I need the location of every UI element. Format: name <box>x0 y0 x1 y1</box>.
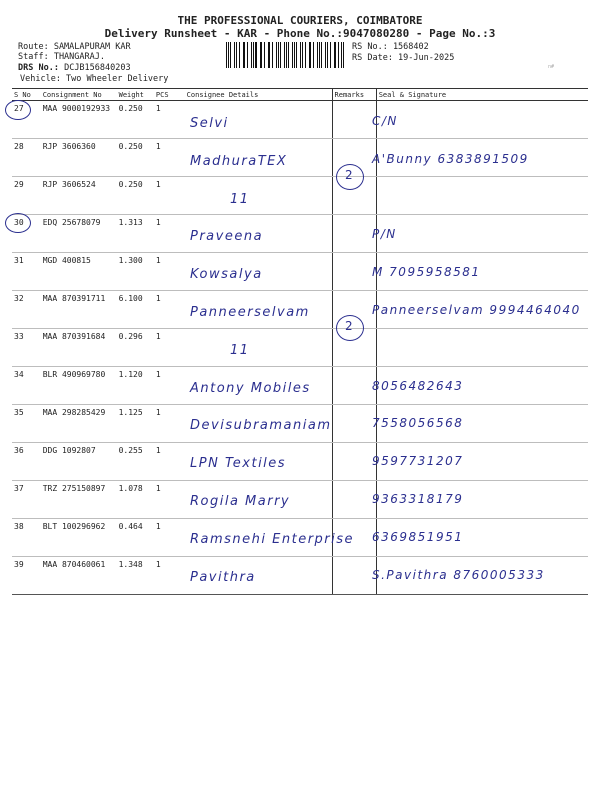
rs-number: RS No.: 1568402 <box>352 42 429 52</box>
remarks-mark-number: 2 <box>345 319 353 333</box>
row-weight: 6.100 <box>117 291 154 329</box>
barcode-bar <box>247 42 248 68</box>
barcode-bar <box>343 42 344 68</box>
barcode-bar <box>313 42 314 68</box>
row-sno: 36 <box>12 443 41 481</box>
barcode-bar <box>335 42 336 68</box>
barcode-bar <box>310 42 311 68</box>
route-info: Route: SAMALAPURAM KAR <box>18 42 131 52</box>
row-consignment-no: MAA 298285429 <box>41 405 117 443</box>
col-weight: Weight <box>117 89 154 101</box>
handwritten-consignee: Praveena <box>190 229 264 245</box>
row-consignee-cell <box>185 329 332 367</box>
handwritten-consignee: Devisubramaniam <box>190 418 332 434</box>
barcode-bar <box>236 42 237 68</box>
sno-circle-mark <box>5 100 31 120</box>
row-pcs: 1 <box>154 215 185 253</box>
row-weight: 0.255 <box>117 443 154 481</box>
barcode-bar <box>284 42 285 68</box>
handwritten-consignee: Rogila Marry <box>190 494 291 509</box>
barcode-bar <box>302 42 303 68</box>
barcode-bar <box>264 42 265 68</box>
handwritten-consignee: 11 <box>230 191 250 207</box>
row-consignee-cell <box>185 177 332 215</box>
handwritten-signature: 9597731207 <box>372 454 464 469</box>
table-row <box>12 177 588 215</box>
row-sno: 38 <box>12 519 41 557</box>
row-sno: 34 <box>12 367 41 405</box>
handwritten-signature: 9363318179 <box>372 492 464 506</box>
row-remarks-cell <box>332 557 376 595</box>
barcode-bar <box>288 42 289 68</box>
row-weight: 1.348 <box>117 557 154 595</box>
handwritten-signature: Panneerselvam 9994464040 <box>372 303 581 317</box>
handwritten-consignee: Pavithra <box>190 569 256 585</box>
corner-note: n# <box>548 64 555 70</box>
drs-label: DRS No.: <box>18 63 59 73</box>
row-sno: 37 <box>12 481 41 519</box>
row-weight: 1.125 <box>117 405 154 443</box>
row-remarks-cell <box>332 253 376 291</box>
rs-date: RS Date: 19-Jun-2025 <box>352 53 455 63</box>
row-remarks-cell <box>332 443 376 481</box>
vehicle-info: Vehicle: Two Wheeler Delivery <box>20 74 169 84</box>
remarks-mark-number: 2 <box>345 167 353 182</box>
row-consignment-no: TRZ 275150897 <box>41 481 117 519</box>
row-weight: 0.250 <box>117 139 154 177</box>
row-weight: 0.250 <box>117 177 154 215</box>
row-weight: 1.313 <box>117 215 154 253</box>
handwritten-signature: M 7095958581 <box>372 265 481 280</box>
row-consignment-no: BLR 490969780 <box>41 367 117 405</box>
row-pcs: 1 <box>154 367 185 405</box>
barcode-bar <box>255 42 256 68</box>
row-consignment-no: RJP 3606524 <box>41 177 117 215</box>
handwritten-signature: 7558056568 <box>372 416 464 431</box>
row-pcs: 1 <box>154 405 185 443</box>
handwritten-consignee: Antony Mobiles <box>190 380 311 396</box>
col-sno: S No <box>12 89 41 101</box>
barcode-bar <box>276 42 277 68</box>
row-pcs: 1 <box>154 443 185 481</box>
col-consignee: Consignee Details <box>185 89 332 101</box>
table-header-row <box>12 89 588 101</box>
row-sno: 27 <box>12 101 41 139</box>
handwritten-signature: 8056482643 <box>372 378 464 393</box>
row-consignment-no: MAA 870391711 <box>41 291 117 329</box>
row-consignment-no: MAA 870460061 <box>41 557 117 595</box>
handwritten-consignee: LPN Textiles <box>190 456 287 472</box>
row-weight: 0.250 <box>117 101 154 139</box>
barcode-bar <box>325 42 326 68</box>
row-pcs: 1 <box>154 101 185 139</box>
row-pcs: 1 <box>154 291 185 329</box>
barcode-bar <box>234 42 235 68</box>
row-pcs: 1 <box>154 139 185 177</box>
handwritten-signature: S.Pavithra 8760005333 <box>372 567 545 582</box>
runsheet-subtitle: Delivery Runsheet - KAR - Phone No.:9047080280 - Page No.:3 <box>104 27 496 40</box>
barcode <box>226 42 346 68</box>
col-remarks: Remarks <box>332 89 376 101</box>
row-consignment-no: RJP 3606360 <box>41 139 117 177</box>
table-row <box>12 215 588 253</box>
handwritten-signature: P/N <box>372 227 397 242</box>
handwritten-consignee: MadhuraTEX <box>190 153 288 169</box>
handwritten-consignee: 11 <box>230 342 250 358</box>
drs-value: DCJB156840203 <box>64 63 131 73</box>
col-pcs: PCS <box>154 89 185 101</box>
row-sno: 32 <box>12 291 41 329</box>
handwritten-consignee: Selvi <box>190 116 229 131</box>
barcode-bar <box>296 42 297 68</box>
barcode-bar <box>226 42 227 68</box>
row-remarks-cell <box>332 405 376 443</box>
remarks-circle-mark <box>336 164 364 190</box>
barcode-bar <box>251 42 252 68</box>
staff-info: Staff: THANGARAJ. <box>18 52 105 62</box>
handwritten-signature: A'Bunny 6383891509 <box>372 151 529 166</box>
row-remarks-cell <box>332 101 376 139</box>
row-sno: 29 <box>12 177 41 215</box>
handwritten-signature: C/N <box>372 114 398 128</box>
table-row <box>12 481 588 519</box>
row-seal-cell <box>376 177 588 215</box>
row-pcs: 1 <box>154 519 185 557</box>
table-row <box>12 101 588 139</box>
row-consignment-no: MAA 870391684 <box>41 329 117 367</box>
row-pcs: 1 <box>154 177 185 215</box>
row-pcs: 1 <box>154 329 185 367</box>
row-consignment-no: BLT 100296962 <box>41 519 117 557</box>
row-seal-cell <box>376 215 588 253</box>
row-weight: 1.078 <box>117 481 154 519</box>
handwritten-consignee: Panneerselvam <box>190 305 310 320</box>
row-sno: 31 <box>12 253 41 291</box>
col-consignment: Consignment No <box>41 89 117 101</box>
handwritten-signature: 6369851951 <box>372 529 464 544</box>
row-seal-cell <box>376 329 588 367</box>
barcode-bar <box>272 42 273 68</box>
row-remarks-cell <box>332 215 376 253</box>
remarks-circle-mark <box>336 315 364 341</box>
table-row <box>12 253 588 291</box>
row-consignment-no: MGD 400815 <box>41 253 117 291</box>
table-row <box>12 443 588 481</box>
col-seal: Seal & Signature <box>376 89 588 101</box>
barcode-bar <box>327 42 328 68</box>
row-weight: 1.300 <box>117 253 154 291</box>
row-pcs: 1 <box>154 253 185 291</box>
row-sno: 39 <box>12 557 41 595</box>
row-consignment-no: DDG 1092807 <box>41 443 117 481</box>
row-sno: 33 <box>12 329 41 367</box>
row-remarks-cell <box>332 481 376 519</box>
row-weight: 1.120 <box>117 367 154 405</box>
drs-info <box>18 63 131 73</box>
row-sno: 35 <box>12 405 41 443</box>
row-sno: 28 <box>12 139 41 177</box>
row-consignment-no: MAA 9000192933 <box>41 101 117 139</box>
handwritten-consignee: Ramsnehi Enterprise <box>190 531 355 547</box>
row-seal-cell <box>376 101 588 139</box>
runsheet-title: THE PROFESSIONAL COURIERS, COIMBATORE <box>177 14 423 27</box>
table-row <box>12 329 588 367</box>
handwritten-consignee: Kowsalya <box>190 267 263 283</box>
row-weight: 0.296 <box>117 329 154 367</box>
row-pcs: 1 <box>154 557 185 595</box>
row-sno: 30 <box>12 215 41 253</box>
row-weight: 0.464 <box>117 519 154 557</box>
row-consignment-no: EDQ 25678079 <box>41 215 117 253</box>
row-remarks-cell <box>332 367 376 405</box>
row-pcs: 1 <box>154 481 185 519</box>
